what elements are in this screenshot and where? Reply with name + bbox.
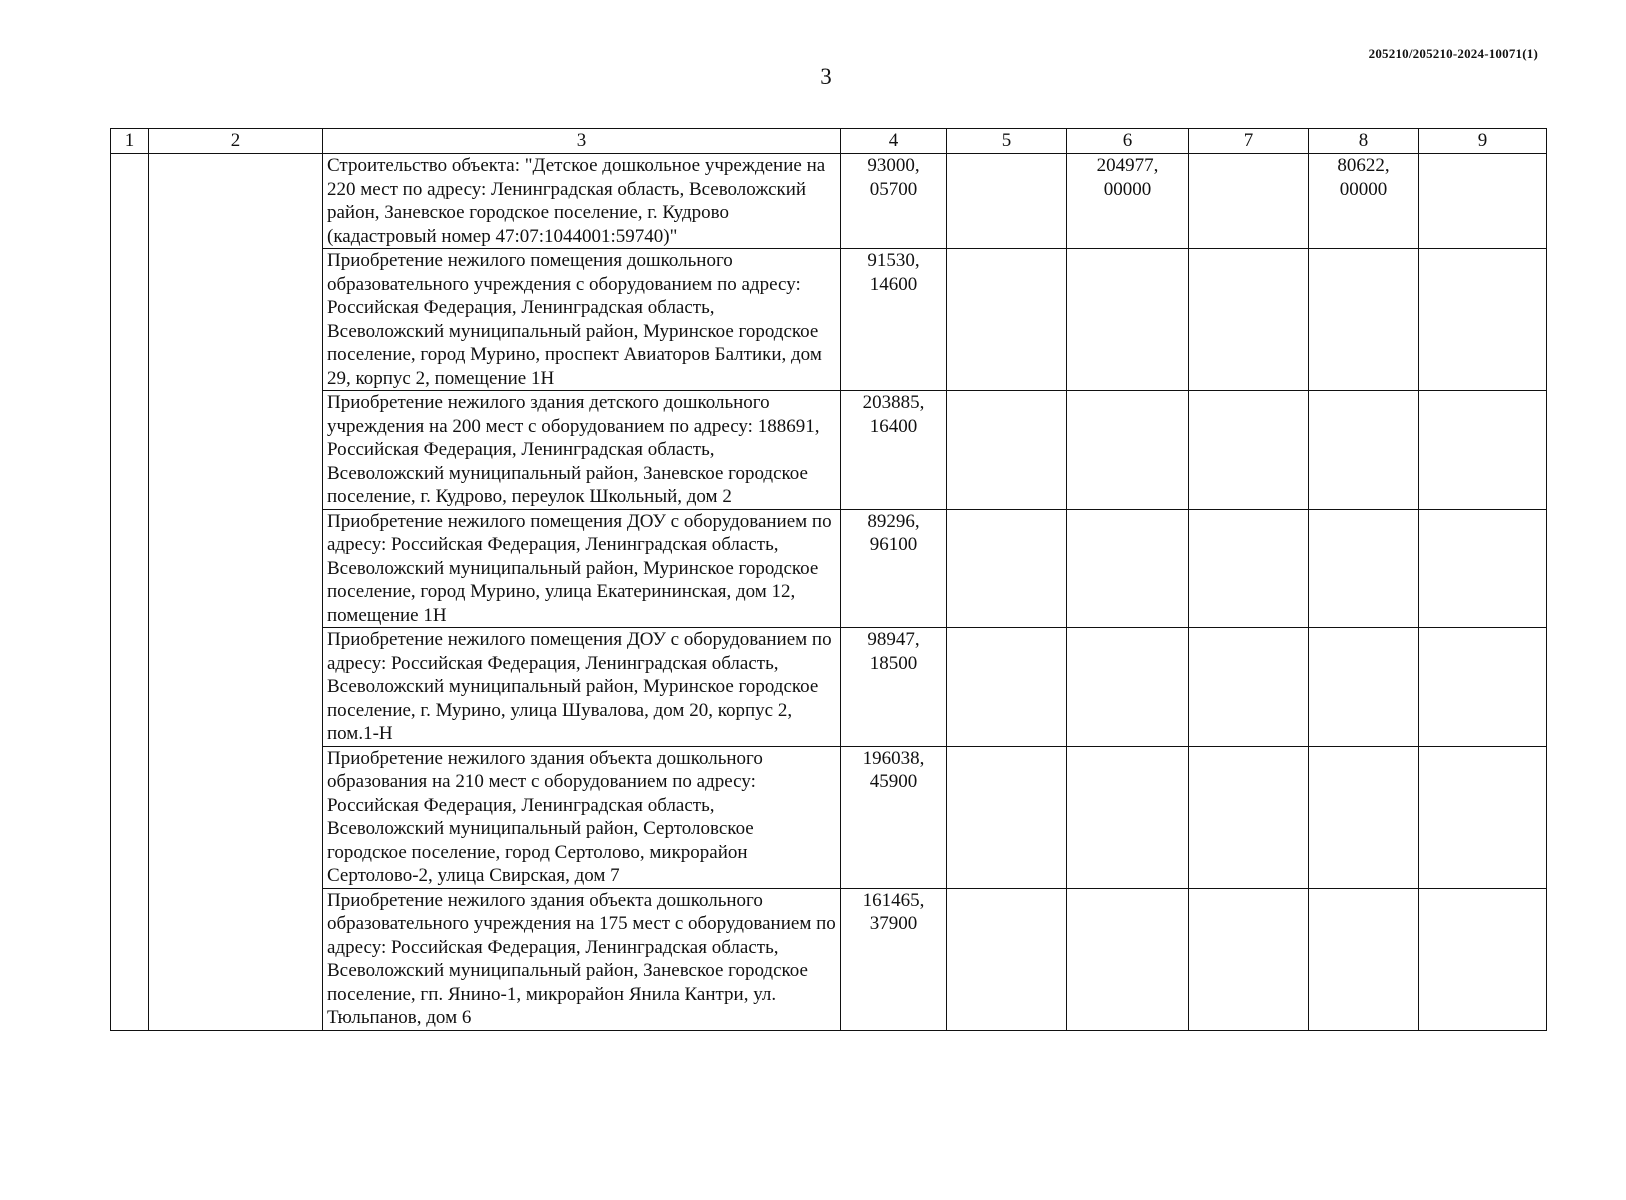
col5-cell [947, 509, 1067, 628]
table-body [111, 129, 1547, 1031]
table-row [111, 391, 1547, 510]
amount-col4-cell [841, 509, 947, 628]
page-number: 3 [820, 64, 832, 89]
description-cell: Приобретение нежилого здания объекта дошкольного образования на 210 мест с оборудованием по адресу: Российская Федерация, Ленинградская область, Всеволожский муниципальный район, Сертоловское городское поселение, город Сертолово, микрорайон Сертолово-2, улица Свирская, дом 7 [323, 746, 841, 888]
col7-cell [1189, 509, 1309, 628]
col7-cell [1189, 249, 1309, 391]
amount-col4-line1: 93000, [867, 155, 920, 176]
amount-col4-line2: 96100 [869, 534, 918, 555]
data-table [110, 128, 1547, 1031]
amount-col4-line1: 91530, [867, 250, 920, 271]
amount-col4-line2: 18500 [869, 652, 918, 674]
col9-cell [1419, 391, 1547, 510]
col1-merged-cell [111, 154, 149, 1031]
description-cell: Приобретение нежилого помещения ДОУ с оборудованием по адресу: Российская Федерация, Ленинградская область, Всеволожский муниципальный район, Муринское городское поселение, город Мурино, улица Екатерининская, дом 12, помещение 1Н [323, 509, 841, 628]
col5-cell [947, 249, 1067, 391]
col9-cell [1419, 509, 1547, 628]
amount-col6-line2: 00000 [1103, 178, 1152, 200]
header-cell-1: 1 [111, 129, 149, 154]
amount-col8-cell [1309, 746, 1419, 888]
col5-cell [947, 391, 1067, 510]
amount-col8-cell [1309, 509, 1419, 628]
amount-col4-line1: 98947, [867, 629, 920, 650]
col5-cell [947, 746, 1067, 888]
amount-col8-line1: 80622, [1337, 155, 1390, 176]
amount-col6-cell [1067, 249, 1189, 391]
amount-col4-line1: 161465, [862, 889, 925, 911]
table-row [111, 509, 1547, 628]
amount-col6-cell [1067, 628, 1189, 747]
document-code: 205210/205210-2024-10071(1) [1368, 46, 1538, 61]
col5-cell [947, 154, 1067, 249]
col7-cell [1189, 628, 1309, 747]
amount-col4-cell [841, 628, 947, 747]
amount-col6-cell [1067, 888, 1189, 1030]
amount-col4-line1: 196038, [862, 747, 925, 769]
description-cell: Приобретение нежилого здания детского дошкольного учреждения на 200 мест с оборудованием по адресу: 188691, Российская Федерация, Ленинградская область, Всеволожский муниципальный район, Заневское городское поселение, г. Кудрово, переулок Школьный, дом 2 [323, 391, 841, 510]
header-cell-2: 2 [149, 129, 323, 154]
amount-col4-line2: 37900 [869, 913, 918, 934]
amount-col6-cell [1067, 509, 1189, 628]
table-row [111, 628, 1547, 747]
header-cell-5: 5 [947, 129, 1067, 154]
col9-cell [1419, 154, 1547, 249]
col7-cell [1189, 154, 1309, 249]
table-row [111, 888, 1547, 1030]
description-cell: Приобретение нежилого помещения ДОУ с оборудованием по адресу: Российская Федерация, Ленинградская область, Всеволожский муниципальный район, Муринское городское поселение, г. Мурино, улица Шувалова, дом 20, корпус 2, пом.1-Н [323, 628, 841, 747]
amount-col8-cell [1309, 888, 1419, 1030]
amount-col6-cell [1067, 391, 1189, 510]
description-cell: Строительство объекта: "Детское дошкольное учреждение на 220 мест по адресу: Ленинградская область, Всеволожский район, Заневское городское поселение, г. Кудрово (кадастровый номер 47:07:1044001:59740)" [323, 154, 841, 249]
table-row [111, 249, 1547, 391]
header-cell-3: 3 [323, 129, 841, 154]
amount-col4-cell [841, 888, 947, 1030]
amount-col4-line1: 89296, [867, 510, 920, 532]
col2-merged-cell [149, 154, 323, 1031]
amount-col4-line2: 45900 [869, 771, 918, 792]
header-cell-6: 6 [1067, 129, 1189, 154]
amount-col8-cell [1309, 154, 1419, 249]
amount-col4-cell [841, 249, 947, 391]
table-row [111, 746, 1547, 888]
amount-col8-cell [1309, 249, 1419, 391]
amount-col4-line2: 16400 [869, 415, 918, 437]
amount-col6-line1: 204977, [1096, 155, 1159, 176]
header-cell-9: 9 [1419, 129, 1547, 154]
amount-col4-line1: 203885, [862, 392, 925, 413]
header-cell-7: 7 [1189, 129, 1309, 154]
amount-col4-line2: 14600 [869, 273, 918, 295]
table-header-row [111, 129, 1547, 154]
amount-col4-cell [841, 746, 947, 888]
amount-col8-line2: 00000 [1339, 178, 1388, 200]
table-row [111, 154, 1547, 249]
col9-cell [1419, 888, 1547, 1030]
amount-col4-line2: 05700 [869, 178, 918, 200]
amount-col4-cell [841, 391, 947, 510]
description-cell: Приобретение нежилого помещения дошкольного образовательного учреждения с оборудованием по адресу: Российская Федерация, Ленинградская область, Всеволожский муниципальный район, Муринское городское поселение, город Мурино, проспект Авиаторов Балтики, дом 29, корпус 2, помещение 1Н [323, 249, 841, 391]
amount-col6-cell [1067, 154, 1189, 249]
col9-cell [1419, 746, 1547, 888]
col7-cell [1189, 746, 1309, 888]
amount-col6-cell [1067, 746, 1189, 888]
header-cell-4: 4 [841, 129, 947, 154]
amount-col8-cell [1309, 391, 1419, 510]
col7-cell [1189, 391, 1309, 510]
col5-cell [947, 628, 1067, 747]
description-cell: Приобретение нежилого здания объекта дошкольного образовательного учреждения на 175 мест с оборудованием по адресу: Российская Федерация, Ленинградская область, Всеволожский муниципальный район, Заневское городское поселение, гп. Янино-1, микрорайон Янила Кантри, ул. Тюльпанов, дом 6 [323, 888, 841, 1030]
col9-cell [1419, 628, 1547, 747]
amount-col4-cell [841, 154, 947, 249]
header-cell-8: 8 [1309, 129, 1419, 154]
amount-col8-cell [1309, 628, 1419, 747]
col5-cell [947, 888, 1067, 1030]
col7-cell [1189, 888, 1309, 1030]
col9-cell [1419, 249, 1547, 391]
